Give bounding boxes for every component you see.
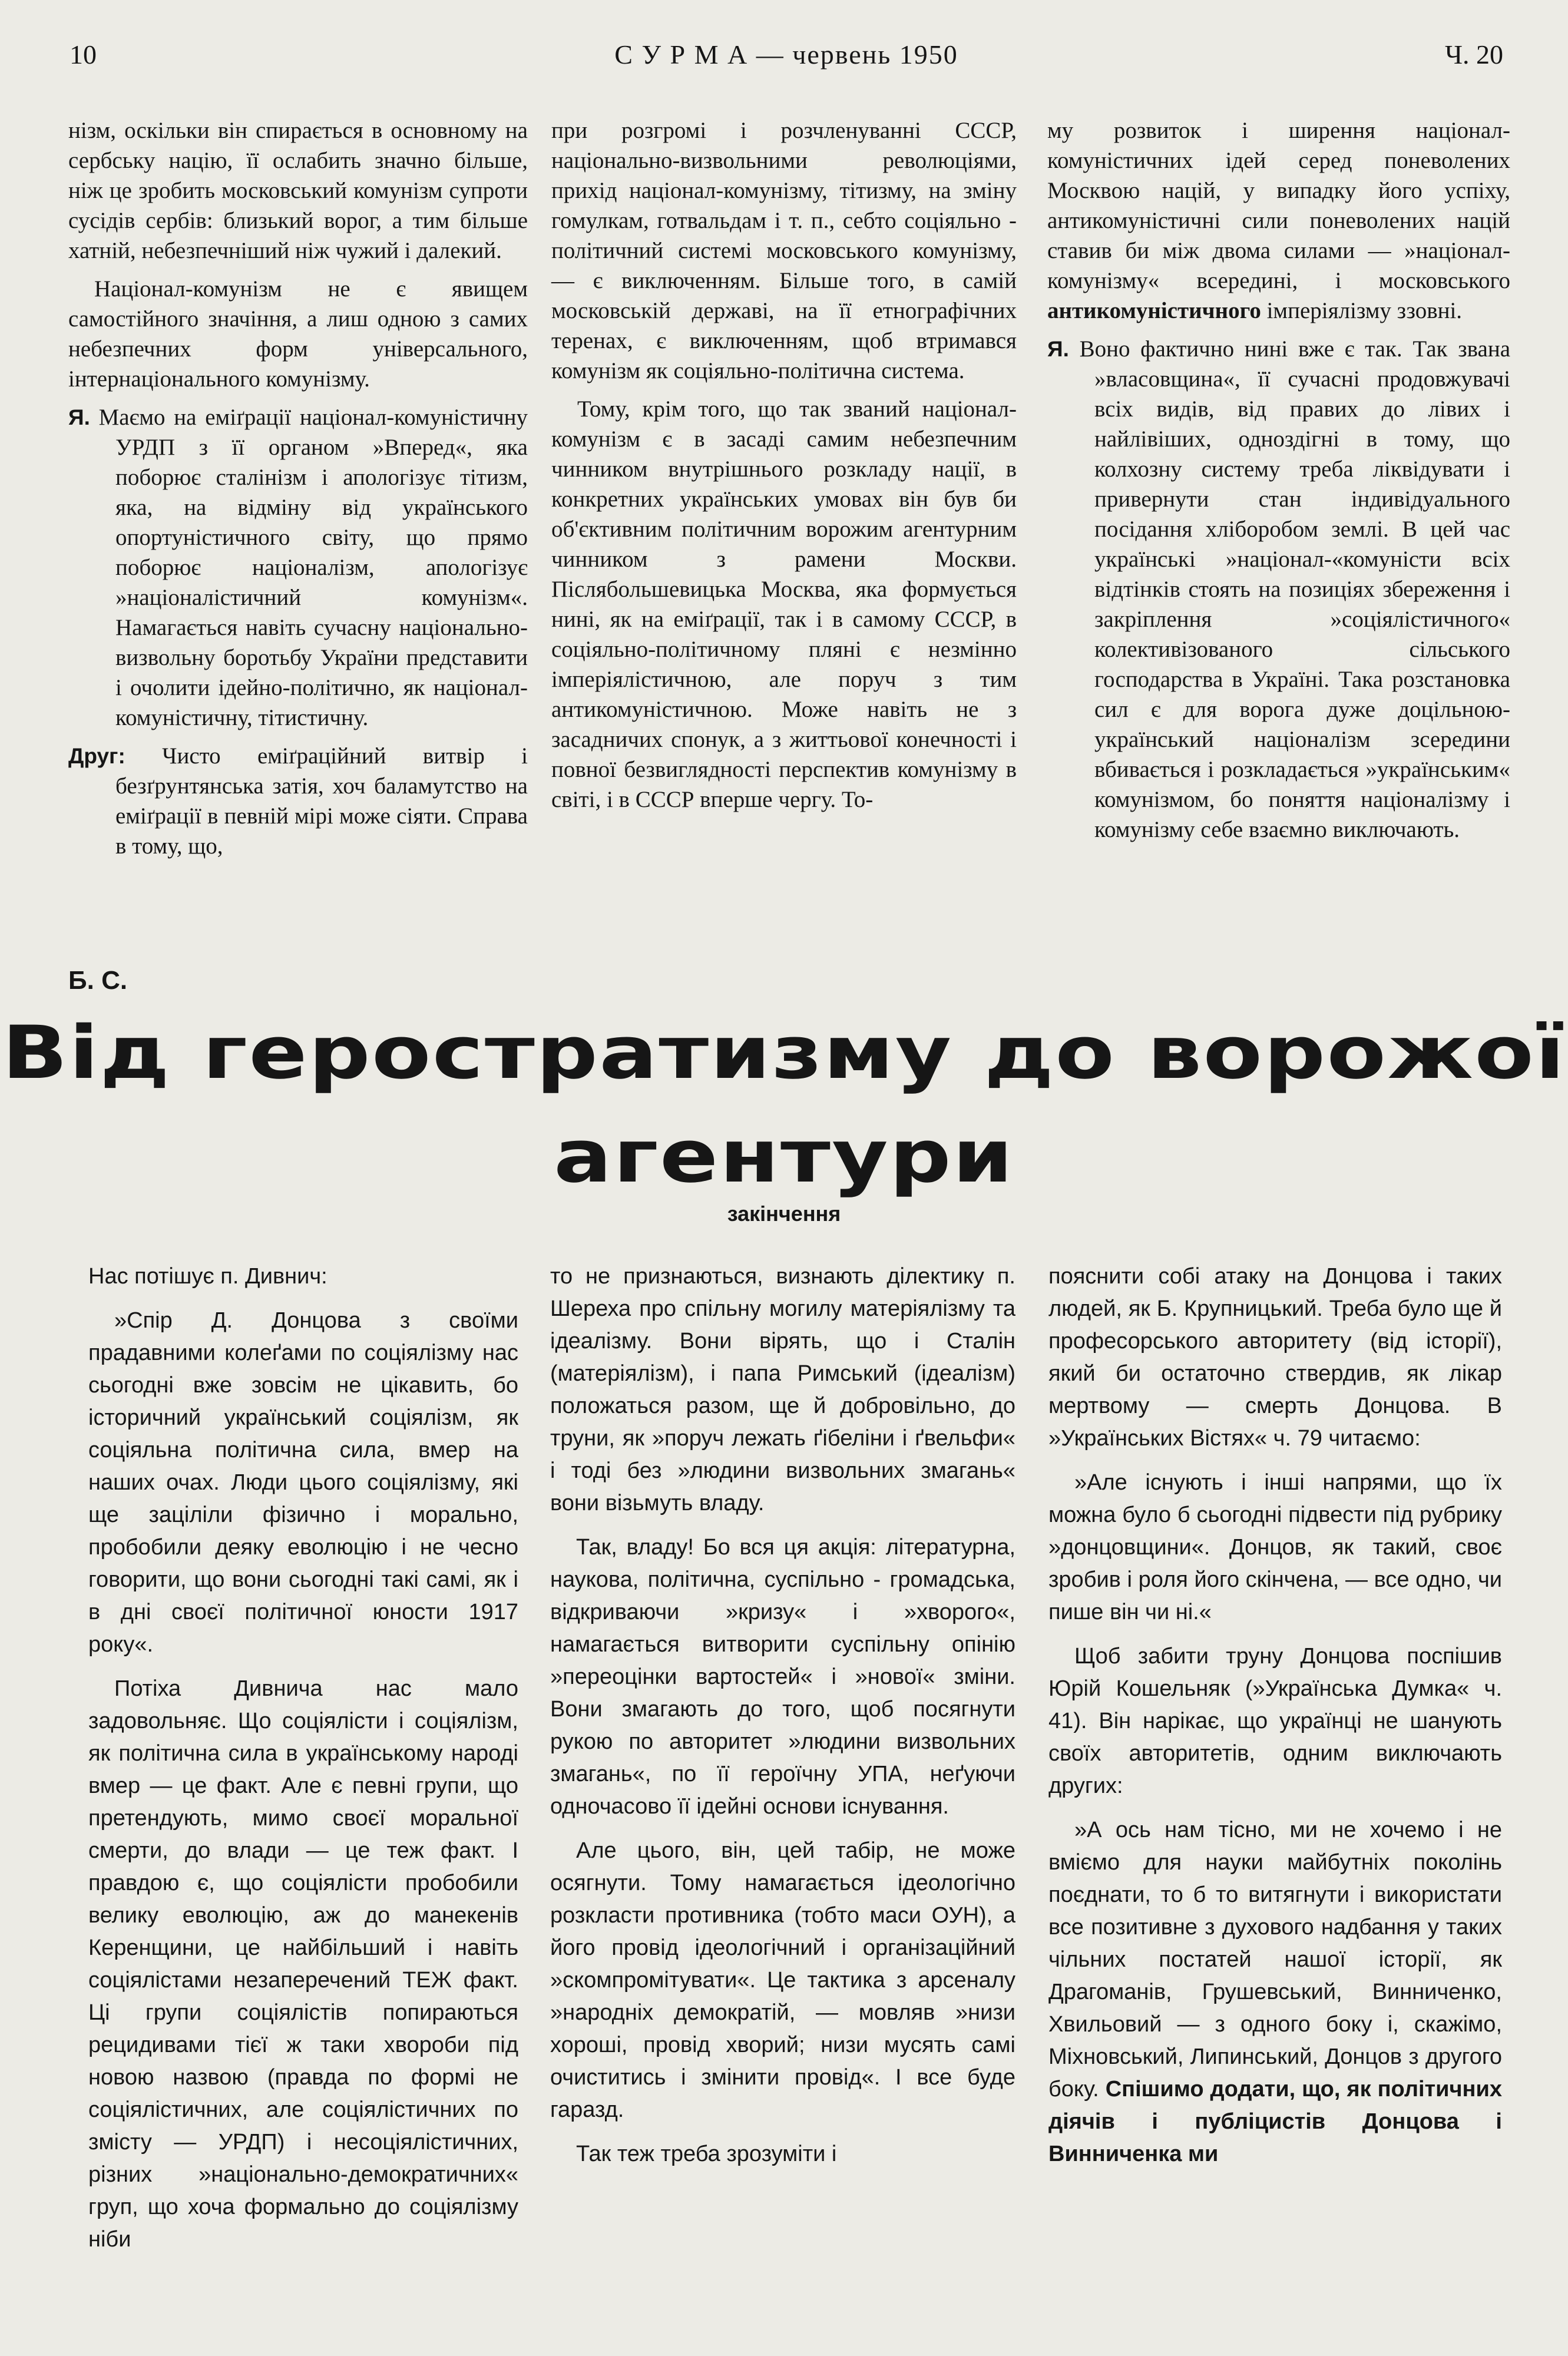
paragraph: Націонал-комунізм не є явищем самостійного значіння, а лиш одною з самих небезпечних форм універсального, інтернаціонального комунізму. bbox=[68, 276, 528, 392]
paragraph: пояснити собі атаку на Донцова і таких людей, як Б. Крупницький. Треба було ще й професорського авторитету (від історії), який би остаточно ствердив, як лікар мертвому — смерть Донцова. В »Українських Вістях« ч. 79 читаємо: bbox=[1048, 1264, 1502, 1451]
article-author: Б. С. bbox=[68, 966, 128, 995]
dialogue-paragraph bbox=[68, 402, 528, 733]
paragraph: Нас потішує п. Дивнич: bbox=[88, 1264, 328, 1289]
article-subtitle: закінчення bbox=[727, 1202, 841, 1226]
paragraph-text: му розвиток і ширення націонал-комуністичних ідей серед поневолених Москвою націй, у випадку його успіху, антикомуністичні сили поневолених націй ставив би між двома силами — »націонал-комунізму« всередині, і московського bbox=[1047, 118, 1510, 293]
speaker-label: Я. bbox=[1047, 337, 1069, 361]
quote-paragraph bbox=[1048, 1814, 1502, 2170]
speaker-label: Я. bbox=[68, 405, 90, 429]
issue-number: Ч. 20 bbox=[1445, 39, 1503, 70]
article-column-3 bbox=[1048, 1260, 1502, 2182]
paragraph: нізм, оскільки він спирається в основному на сербську націю, її ослабить значно більше, ніж це зробить московський комунізм супроти сусідів сербів: близький ворог, а тим більше хатній, небезпечніший ніж чужий і далекий. bbox=[68, 118, 528, 263]
paragraph: Потіха Дивнича нас мало задовольняє. Що соціялісти і соціялізм, як політична сила в українському народі вмер — це факт. Але є певні групи, що претендують, мимо своєї моральної смерти, до влади — це теж факт. І правдою є, що соціялісти пробобили велику еволюцію, аж до манекенів Керенщини, це найбільший і навіть соціялістами незаперечений ТЕЖ факт. Ці групи соціялістів попираються рецидивами тієї ж таки хвороби під новою назвою (правда по формі не соціялістичних, але соціялістичних по змісту — УРДП) і несоціялістичних, різних »національно-демократичних« груп, що хоча формально до соціялізму ніби bbox=[88, 1676, 518, 2252]
bold-phrase: Спішимо додати, що, як політичних діячів і публіцистів Донцова і Винниченка ми bbox=[1048, 2077, 1502, 2166]
paragraph-text: Чисто еміґраційний витвір і безґрунтянська затія, хоч баламутство на еміґрації в певній мірі може сіяти. Справа в тому, що, bbox=[115, 743, 528, 859]
paragraph: Так, владу! Бо вся ця акція: літературна, наукова, політична, суспільно - громадська, відкриваючи »кризу« і »хворого«, намагається витворити суспільну опінію »переоцінки вартостей« і »нової« зміни. Вони змагають до того, щоб посягнути рукою по авторитет »людини визвольних змагань«, по її героїчну УПА, неґуючи одночасово її ідейні основи існування. bbox=[550, 1535, 1015, 1819]
article-column-1 bbox=[88, 1260, 518, 2268]
article-column-2 bbox=[550, 1260, 1015, 2182]
paragraph: Щоб забити труну Донцова поспішив Юрій Кошельняк (»Українська Думка« ч. 41). Він нарікає, що українці не шанують своїх авторитетів, одним виключають других: bbox=[1048, 1644, 1502, 1798]
top-column-3 bbox=[1047, 115, 1510, 853]
page-number: 10 bbox=[70, 39, 97, 70]
quote-paragraph: »Спір Д. Донцова з своїми прадавними колеґами по соціялізму нас сьогодні вже зовсім не цікавить, бо історичний український соціялізм, як соціяльна політична сила, вмер на наших очах. Люди цього соціялізму, які ще заціліли фізично і морально, пробобили деяку еволюцію і не чесно говорити, що вони сьогодні такі самі, як і в дні своєї політичної юности 1917 року«. bbox=[88, 1308, 518, 1657]
running-title: С У Р М А — червень 1950 bbox=[614, 39, 958, 70]
paragraph-text: Маємо на еміґрації націонал-комуністичну УРДП з її органом »Вперед«, яка поборює сталінізм і апологізує тітизм, яка, на відміну від українського опортуністичного світу, що прямо поборює націоналізм, апологізує »націоналістичний комунізм«. Намагається навіть сучасну національно-визвольну боротьбу України представити і очолити ідейно-політично, як націонал-комуністичну, тітистичну. bbox=[98, 405, 528, 730]
paragraph: Так теж треба зрозуміти і bbox=[576, 2142, 837, 2166]
top-column-1 bbox=[68, 115, 528, 869]
dialogue-paragraph bbox=[68, 741, 528, 861]
quote-paragraph: »Але існують і інші напрями, що їх можна було б сьогодні підвести під рубрику »донцовщини«. Донцов, як такий, своє зробив і роля його скінчена, — все одно, чи пише він чи ні.« bbox=[1048, 1470, 1502, 1624]
paragraph: при розгромі і розчленуванні СССР, національно-визвольними революціями, прихід націонал-комунізму, тітизму, на зміну гомулкам, готвальдам і т. п., себто соціяльно - політичний системі московського комунізму, — є виключенням. Більше того, в самій московській державі, на її етнографічних теренах, є виключенням, щоб втримався комунізм як соціяльно-політична система. bbox=[551, 118, 1017, 383]
paragraph-text: імперіялізму ззовні. bbox=[1266, 298, 1463, 323]
article-title: Від геростратизму до ворожої агентури bbox=[2, 1011, 1566, 1199]
paragraph: то не признаються, визнають ділектику п. Шереха про спільну могилу матеріялізму та ідеалізму. Вони вірять, що і Сталін (матеріялізм), і папа Римський (ідеалізм) положаться разом, ще й добровільно, до труни, як »поруч лежать ґібеліни і ґвельфи« і тоді без »людини визвольних змагань« вони візьмуть владу. bbox=[550, 1264, 1015, 1515]
paragraph: Тому, крім того, що так званий націонал-комунізм є в засаді самим небезпечним чинником внутрішнього розкладу нації, в конкретних українських умовах він був би об'єктивним політичним ворожим агентурним чинником з рамени Москви. Післябольшевицька Москва, яка формується нині, як на еміґрації, так і в самому СССР, в соціяльно-політичному пляні є незмінно імперіялістичною, але поруч з тим антикомуністичною. Може навіть не з засадничих спонук, а з життьової конечності і повної безвиглядності перспектив комунізму в світі, і в СССР вперше чергу. То- bbox=[551, 396, 1017, 812]
dialogue-paragraph bbox=[1047, 334, 1510, 845]
paragraph: Але цього, він, цей табір, не може осягнути. Тому намагається ідеологічно розкласти противника (тобто маси ОУН), а його провід ідеологічний і організаційний »скомпромітувати«. Це тактика з арсеналу »народніх демократій, — мовляв »низи хороші, провід хворий; низи мусять самі очиститись і змінити провід«. І все буде гаразд. bbox=[550, 1838, 1015, 2122]
page-header bbox=[70, 39, 1503, 86]
paragraph-text: »А ось нам тісно, ми не хочемо і не вміємо для науки майбутніх поколінь поєднати, то б то витягнути і використати все позитивне з духового надбання у таких чільних постатей нашої історії, як Драгоманів, Грушевський, Винниченко, Хвильовий — з одного боку і, скажімо, Міхновський, Липинський, Донцов з другого боку. bbox=[1048, 1818, 1502, 2102]
speaker-label: Друг: bbox=[68, 744, 125, 768]
top-column-2 bbox=[551, 115, 1017, 823]
paragraph-text: Воно фактично нині вже є так. Так звана »власовщина«, її сучасні продовжувачі всіх видів, від правих до лівих і найлівіших, одноздігні в тому, що колхозну систему треба ліквідувати і привернути стан індивідуального посідання хліборобом землі. В цей час українські »націонал-«комуністи всіх відтінків стоять на позиціях збереження і закріплення »соціялістичного« колективізованого сільського господарства в Україні. Така розстановка сил є для ворога дуже доцільною-український націоналізм зсередини вбивається і розкладається »українським« комунізмом, бо поняття націоналізму і комунізму себе взаємно виключають. bbox=[1079, 336, 1511, 842]
bold-word: антикомуністичного bbox=[1047, 298, 1261, 323]
paragraph bbox=[1047, 115, 1510, 326]
